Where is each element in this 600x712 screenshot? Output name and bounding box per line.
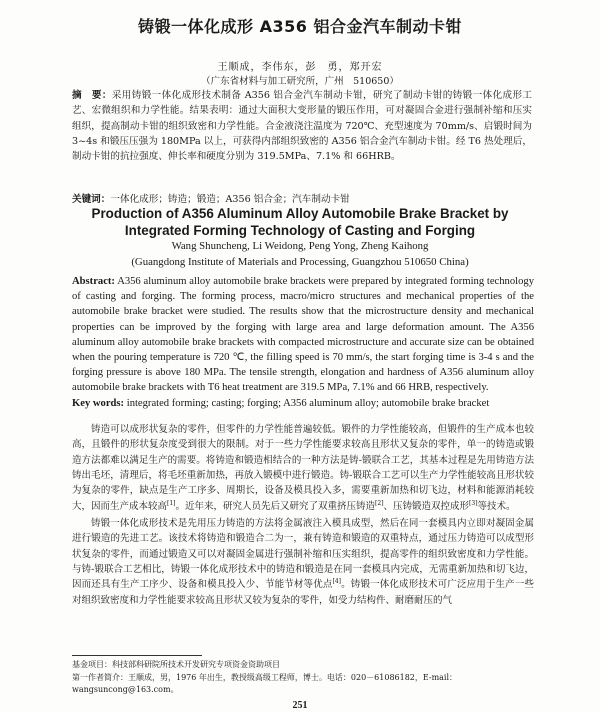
- english-keywords-label: Key words:: [72, 398, 125, 409]
- english-affiliation: (Guangdong Institute of Materials and Processing, Guangzhou 510650 China): [131, 256, 469, 268]
- chinese-affiliation: （广东省材料与加工研究所，广州 510650）: [201, 76, 399, 87]
- body-p1-part-b: 。近年来，研究人员先后又研究了双重挤压铸造: [175, 500, 376, 512]
- footnote-divider: [72, 655, 202, 656]
- chinese-title: 铸锻一体化成形 A356 铝合金汽车制动卡钳: [138, 17, 462, 36]
- english-abstract: [72, 274, 534, 396]
- body-p1-part-d: 等技术。: [477, 500, 516, 512]
- page-number: 251: [292, 700, 308, 711]
- chinese-keywords-label: 关键词：: [72, 194, 111, 205]
- chinese-keywords: [72, 193, 532, 207]
- body-p2-part-a: 铸锻一体化成形技术是先用压力铸造的方法将金属液注入模具成型，然后在同一套模具内立即对凝固金属进行锻造的先进工艺。该技术将铸造和锻造合二为一，兼有铸造和锻造的双重特点，通过压力铸造可以成型形状复杂的零件，而通过锻造又可以对凝固金属进行强制补缩和压实组织，提高零件的组织致密度和力学性能。与铸-锻联合工艺相比，铸锻一体化成形技术中的铸造和锻造是在同一套模具内完成，无需重新加热和切飞边，因而还具有生产工序少、设备和模具投入少、节能节材等优点: [72, 518, 534, 591]
- body-text: [72, 422, 534, 608]
- footnote-funding: 基金项目：科技部科研院所技术开发研究专项资金资助项目: [72, 660, 280, 669]
- body-paragraph-2: [72, 516, 534, 608]
- chinese-keywords-text: 一体化成形；铸造；锻造；A356 铝合金；汽车制动卡钳: [110, 194, 350, 205]
- footnote-email: wangsuncong@163.com。: [72, 685, 179, 694]
- footnote-author-info: 第一作者简介：王顺成，男，1976 年出生，教授级高级工程师，博士。电话：020－61086182，E-mail：: [72, 672, 458, 682]
- english-title: [60, 206, 540, 239]
- body-p1-part-c: 、压铸锻造双控成形: [383, 500, 470, 512]
- citation-2: [2]: [375, 499, 384, 507]
- footnote: [72, 659, 538, 697]
- english-authors: Wang Shuncheng, Li Weidong, Peng Yong, Zheng Kaihong: [171, 240, 429, 252]
- body-p1-part-a: 铸造可以成形状复杂的零件，但零件的力学性能普遍较低。锻件的力学性能较高，但锻件的生产成本也较高，且锻件的形状复杂度受到很大的限制。对于一些力学性能要求较高且形状又复杂的零件，单一的铸造或锻造方法都难以满足生产的需要。将铸造和锻造相结合的一种方法是铸-锻联合工艺，其基本过程是先用铸造方法铸出毛坯，清理后，将毛坯重新加热，再放入锻模中进行锻造。铸-锻联合工艺可以生产力学性能较高且形状较为复杂的零件，缺点是生产工序多、周期长，设备及模具投入多，需要重新加热和切飞边，材料和能源消耗较大，因而生产成本较高: [72, 424, 534, 512]
- body-p2-part-b: 。铸锻一体化成形技术可广泛应用于生产一些对组织致密度和力学性能要求较高且形状又较为复杂的零件，如受力结构件、耐磨耐压的气: [72, 579, 534, 606]
- citation-4: [4]: [332, 578, 342, 586]
- english-keywords-text: integrated forming; casting; forging; A356 aluminum alloy; automobile brake bracket: [126, 398, 490, 409]
- english-keywords: [72, 397, 534, 411]
- chinese-abstract-label: 摘 要：: [72, 90, 112, 101]
- english-title-line-2: Integrated Forming Technology of Casting and Forging: [124, 222, 476, 238]
- citation-3: [3]: [469, 499, 478, 507]
- chinese-abstract-text: 采用铸锻一体化成形技术制备 A356 铝合金汽车制动卡钳，研究了制动卡钳的铸锻一体化成形工艺、宏微组织和力学性能。结果表明：通过大面积大变形量的锻压作用，可对凝固合金进行强制补缩和压实组织，提高制动卡钳的组织致密和力学性能。合金液浇注温度为 720℃、充型速度为 70mm/s、启锻时间为 3~4s 和锻压压强为 180MPa 以上，可获得内部组织致密的 A356 铝合金汽车制动卡钳。经 T6 热处理后，制动卡钳的抗拉强度、伸长率和硬度分别为 319.5MPa、7.1% 和 66HRB。: [72, 90, 532, 163]
- english-abstract-label: Abstract:: [72, 276, 115, 287]
- english-title-line-1: Production of A356 Aluminum Alloy Automobile Brake Bracket by: [91, 206, 509, 221]
- citation-1: [1]: [167, 499, 176, 507]
- chinese-authors: 王顺成，李伟东，彭 勇，郑开宏: [217, 62, 383, 73]
- chinese-abstract: [72, 88, 532, 164]
- english-abstract-text: A356 aluminum alloy automobile brake brackets were prepared by integrated forming technology of casting and forging. The forming process, macro/micro structures and mechanical properties of the automobile brake bracket were studied. The results show that the microstructure density and mechanical properties can be improved by the forging with large area and large deformation amount. The A356 aluminum alloy automobile brake brackets with compacted microstructure and accurate size can be obtained when the pouring temperature is 720 ℃, the filling speed is 70 mm/s, the start forging time is 3-4 s and the forging pressure is above 180 MPa. The tensile strength, elongation and hardness of A356 aluminum alloy automobile brake brackets with T6 heat treatment are 319.5 MPa, 7.1% and 66 HRB, respectively.: [72, 276, 534, 394]
- body-paragraph-1: [72, 422, 534, 514]
